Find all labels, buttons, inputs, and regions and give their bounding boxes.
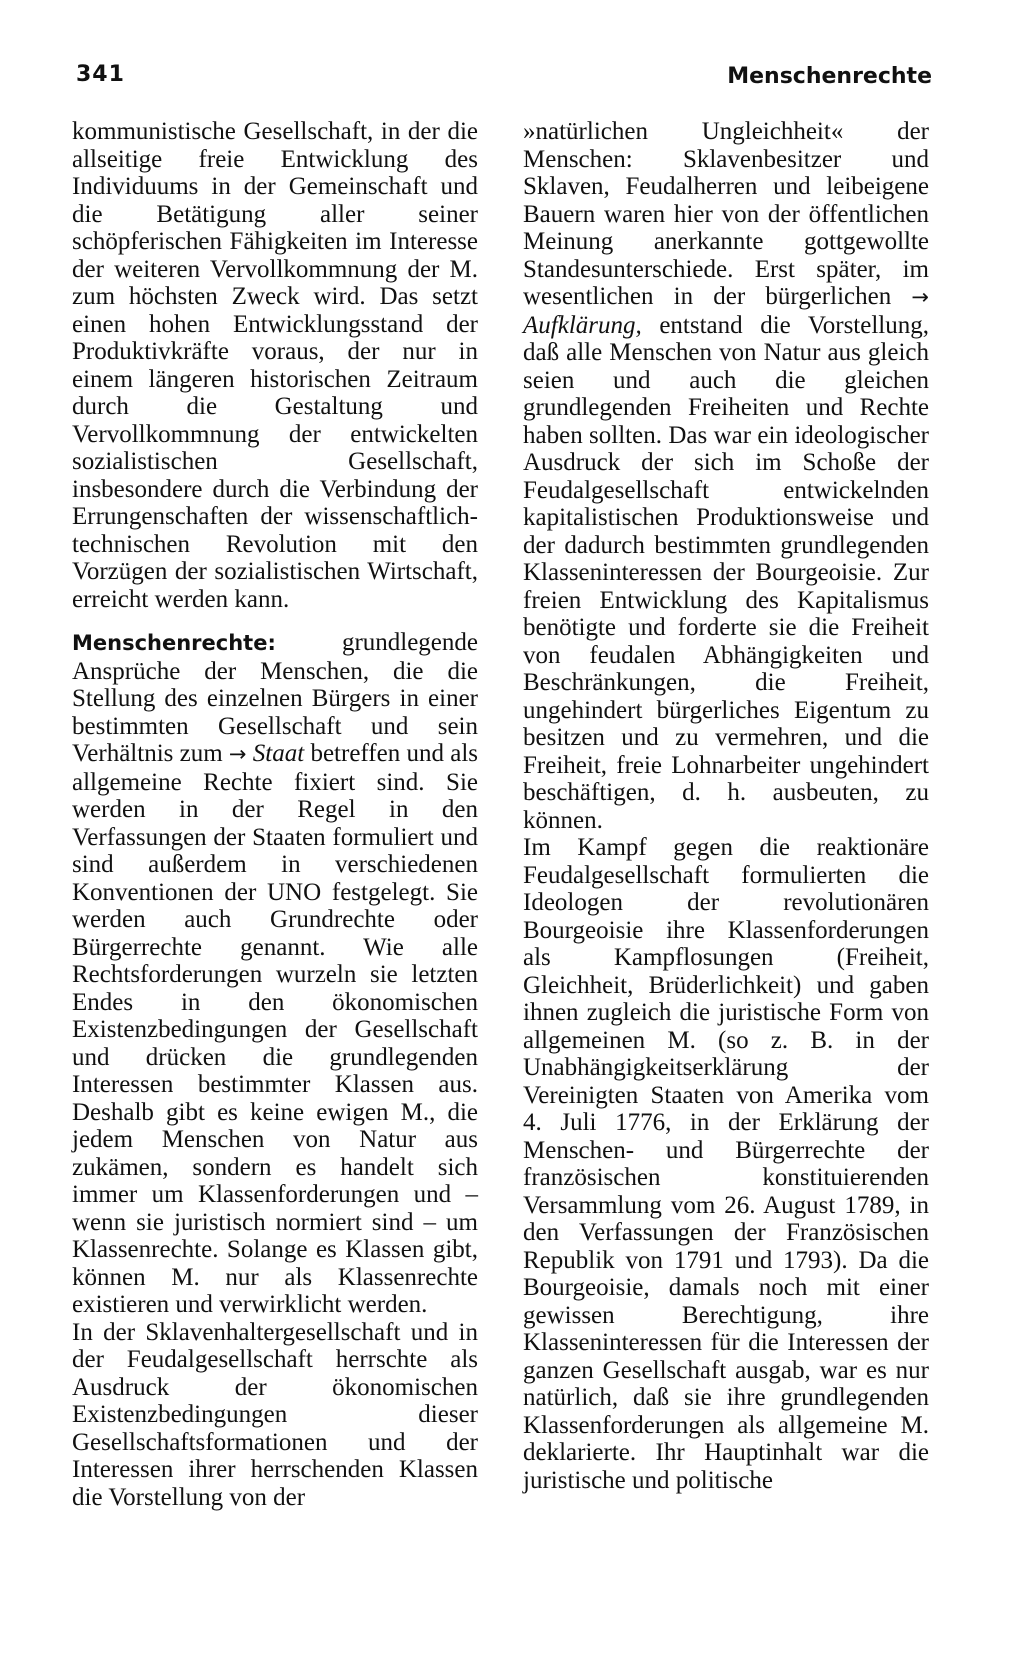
left-column [72,118,478,1511]
entry-text-1: grundlegende Ansprüche der Menschen, die die Stellung des einzelnen Bürgers in einer bestimmten Gesellschaft und sein Verhältnis zum [72,629,478,767]
paragraph-sklavenhalter: In der Sklavenhaltergesellschaft und in der Feudalgesellschaft herrschte als Ausdruck der ökonomischen Existenzbedingungen dieser Gesellschaftsformationen und der Interessen ihrer herrschenden Klassen die Vorstellung von der [72,1318,478,1511]
entry-lemma: Menschenrechte: [72,631,276,655]
entry-paragraph [72,629,478,1319]
entry-text-2: betreffen und als allgemeine Rechte fixiert sind. Sie werden in der Regel in den Verfassungen der Staaten formuliert und sind außerdem in verschiedenen Konventionen der UNO festgelegt. Sie werden auch Grundrechte oder Bürgerrechte genannt. Wie alle Rechtsforderungen wurzeln sie letzten Endes in den ökonomischen Existenzbedingungen der Gesellschaft und drücken die grundlegenden Interessen bestimmter Klassen aus. Deshalb gibt es keine ewigen M., die jedem Menschen von Natur aus zukämen, sondern es handelt sich immer um Klassenforderungen und – wenn sie juristisch normiert sind – um Klassenrechte. Solange es Klassen gibt, können M. nur als Klassenrechte existieren und verwirklicht werden. [72,740,478,1318]
cross-reference-aufklaerung[interactable]: Aufklärung, [523,311,642,339]
right-text-2: entstand die Vorstellung, daß alle Menschen von Natur aus gleich seien und auch die gleichen grundlegenden Freiheiten und Rechte haben sollten. Das war ein ideologischer Ausdruck der sich im Schoße der Feudalgesellschaft entwickelnden kapitalistischen Produktionsweise und der dadurch bestimmten grundlegenden Klasseninteressen der Bourgeoisie. Zur freien Entwicklung des Kapitalismus benötigte und forderte sie die Freiheit von feudalen Abhängigkeiten und Beschränkungen, die Freiheit, ungehindert bürgerliches Eigentum zu besitzen und zu vermehren, und die Freiheit, freie Lohnarbeiter ungehindert beschäftigen, d. h. ausbeuten, zu können. [523,311,929,834]
cross-reference-arrow-icon: → [228,742,247,766]
paragraph-ungleichheit [523,118,929,834]
cross-reference-arrow-icon: → [911,285,929,309]
continuation-paragraph: kommunistische Gesellschaft, in der die allseitige freie Entwicklung des Individuums in der Gemeinschaft und die Betätigung aller seiner schöpferischen Fähigkeiten im Interesse der weiteren Vervollkommnung der M. zum höchsten Zweck wird. Das setzt einen hohen Entwicklungsstand der Produktivkräfte voraus, der nur in einem längeren historischen Zeitraum durch die Gestaltung und Vervollkommnung der entwickelten sozialistischen Gesellschaft, insbesondere durch die Verbindung der Errungenschaften der wissenschaftlich-technischen Revolution mit den Vorzügen der sozialistischen Wirtschaft, erreicht werden kann. [72,118,478,613]
right-text-1: »natürlichen Ungleichheit« der Menschen: Sklavenbesitzer und Sklaven, Feudalherren und leibeigene Bauern waren hier von der öffentlichen Meinung anerkannte gottgewollte Standesunterschiede. Erst später, im wesentlichen in der bürgerlichen [523,118,929,310]
cross-reference-staat[interactable]: Staat [252,740,305,767]
paragraph-kampf: Im Kampf gegen die reaktionäre Feudalgesellschaft formulierten die Ideologen der revolutionären Bourgeoisie ihre Klassenforderungen als Kampflosungen (Freiheit, Gleichheit, Brüderlichkeit) und gaben ihnen zugleich die juristische Form von allgemeinen M. (so z. B. in der Unabhängigkeitserklärung der Vereinigten Staaten von Amerika vom 4. Juli 1776, in der Erklärung der Menschen- und Bürgerrechte der französischen konstituierenden Versammlung vom 26. August 1789, in den Verfassungen der Französischen Republik von 1791 und 1793). Da die Bourgeoisie, damals noch mit einer gewissen Berechtigung, ihre Klasseninteressen für die Interessen der ganzen Gesellschaft ausgab, war es nur natürlich, daß sie ihre grundlegenden Klassenforderungen als allgemeine M. deklarierte. Ihr Hauptinhalt war die juristische und politische [523,834,929,1494]
right-column [523,118,929,1494]
page-number: 341 [76,62,125,87]
running-head: Menschenrechte [727,64,932,89]
